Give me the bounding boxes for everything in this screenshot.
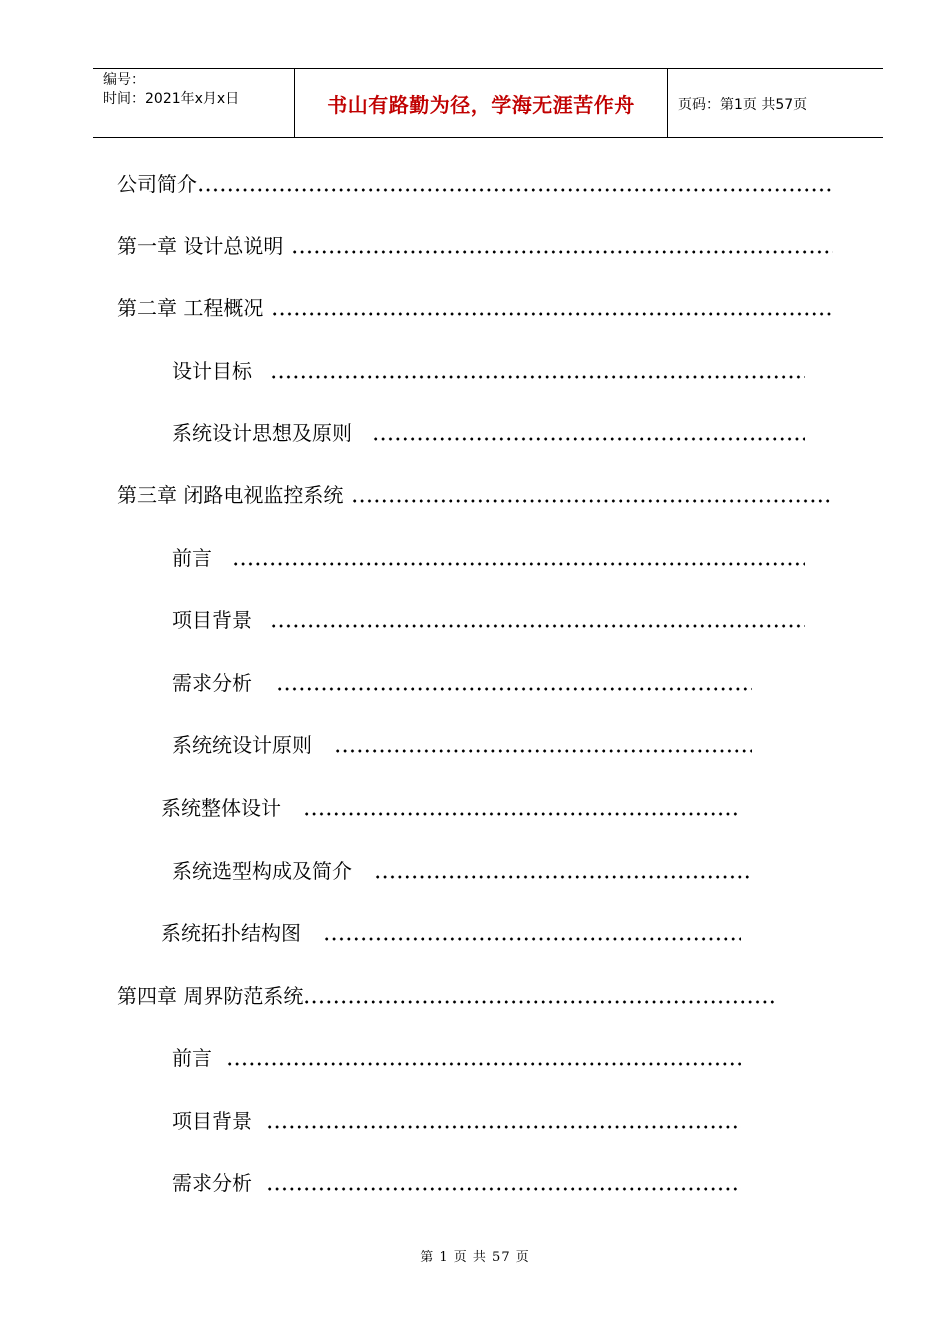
toc-leader-dots <box>271 294 833 322</box>
toc-entry-title: 系统整体设计 <box>161 796 281 820</box>
toc-entry[interactable] <box>172 731 752 759</box>
toc-entry[interactable] <box>172 1044 741 1072</box>
toc-entry[interactable] <box>172 357 805 385</box>
toc-entry[interactable] <box>172 1169 741 1197</box>
toc-entry[interactable] <box>172 606 805 634</box>
toc-entry-title: 第四章 周界防范系统 <box>117 984 304 1008</box>
toc-leader-dots <box>266 1107 741 1135</box>
toc-entry-title: 系统设计思想及原则 <box>172 421 352 445</box>
toc-entry-title: 公司简介 <box>117 172 197 196</box>
toc-entry-title: 系统拓扑结构图 <box>161 921 301 945</box>
toc-leader-dots <box>323 919 741 947</box>
toc-entry[interactable] <box>172 544 805 572</box>
toc-entry[interactable] <box>172 857 752 885</box>
toc-entry-title: 需求分析 <box>172 671 252 695</box>
toc-leader-dots <box>226 1044 741 1072</box>
toc-leader-dots <box>303 982 774 1010</box>
toc-leader-dots <box>372 419 805 447</box>
toc-leader-dots <box>266 1169 741 1197</box>
toc-entry[interactable] <box>161 794 741 822</box>
toc-leader-dots <box>276 669 752 697</box>
toc-entry-title: 第一章 设计总说明 <box>117 234 284 258</box>
toc-entry-title: 第二章 工程概况 <box>117 296 264 320</box>
toc-leader-dots <box>351 481 833 509</box>
toc-entry-title: 前言 <box>172 1046 212 1070</box>
toc-leader-dots <box>374 857 752 885</box>
toc-leader-dots <box>197 170 833 198</box>
toc-entry[interactable] <box>117 982 774 1010</box>
toc-leader-dots <box>232 544 805 572</box>
toc-entry-title: 设计目标 <box>172 359 252 383</box>
toc-entry-title: 系统选型构成及简介 <box>172 859 352 883</box>
toc-entry-title: 前言 <box>172 546 212 570</box>
motto: 书山有路勤为径，学海无涯苦作舟 <box>327 93 635 117</box>
toc-entry-title: 项目背景 <box>172 608 252 632</box>
toc-entry[interactable] <box>172 1107 741 1135</box>
toc-leader-dots <box>303 794 741 822</box>
toc-entry[interactable] <box>172 669 752 697</box>
toc-entry[interactable] <box>117 294 833 322</box>
toc-leader-dots <box>270 357 805 385</box>
date-line: 时间：2021年x月x日 <box>103 91 240 107</box>
toc-entry[interactable] <box>172 419 805 447</box>
toc-entry-title: 第三章 闭路电视监控系统 <box>117 483 344 507</box>
serial-number-label: 编号： <box>103 72 145 88</box>
header-page-info: 页码：第1页 共57页 <box>678 97 808 113</box>
toc-entry-title: 需求分析 <box>172 1171 252 1195</box>
page-footer: 第 1 页 共 57 页 <box>420 1250 530 1265</box>
toc-entry[interactable] <box>117 170 833 198</box>
toc-entry[interactable] <box>117 481 833 509</box>
toc-leader-dots <box>334 731 752 759</box>
toc-leader-dots <box>270 606 805 634</box>
toc-entry[interactable] <box>117 232 833 260</box>
toc-entry-title: 系统统设计原则 <box>172 733 312 757</box>
toc-leader-dots <box>291 232 833 260</box>
toc-entry[interactable] <box>161 919 741 947</box>
toc-entry-title: 项目背景 <box>172 1109 252 1133</box>
